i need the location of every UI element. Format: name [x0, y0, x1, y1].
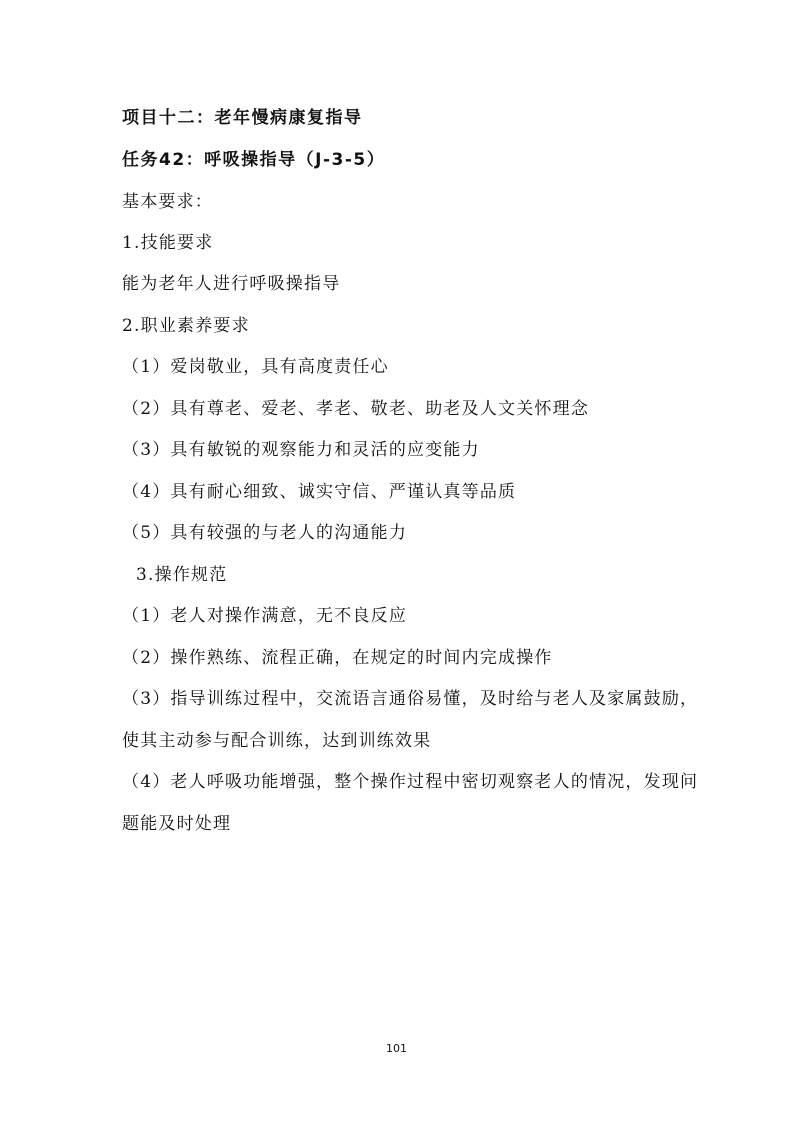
list-item: （1）老人对操作满意，无不良反应 [122, 606, 408, 626]
list-item-continuation: 使其主动参与配合训练，达到训练效果 [122, 731, 432, 751]
skill-requirements-text: 能为老年人进行呼吸操指导 [122, 274, 341, 294]
list-item: （2）具有尊老、爱老、孝老、敬老、助老及人文关怀理念 [122, 399, 590, 419]
task-title: 任务42：呼吸操指导（J-3-5） [122, 150, 386, 170]
professional-requirements-heading: 2.职业素养要求 [122, 316, 250, 336]
list-item: （4）具有耐心细致、诚实守信、严谨认真等品质 [122, 482, 517, 502]
skill-requirements-heading: 1.技能要求 [122, 233, 214, 253]
list-item: （2）操作熟练、流程正确，在规定的时间内完成操作 [122, 648, 553, 668]
list-item-continuation: 题能及时处理 [122, 814, 232, 834]
page-number: 101 [386, 1042, 407, 1055]
operation-standards-heading: 3.操作规范 [136, 565, 228, 585]
project-title: 项目十二：老年慢病康复指导 [122, 108, 363, 128]
list-item: （4）老人呼吸功能增强，整个操作过程中密切观察老人的情况，发现问 [122, 772, 699, 792]
basic-requirements-label: 基本要求： [122, 192, 213, 212]
list-item: （3）指导训练过程中，交流语言通俗易懂，及时给与老人及家属鼓励， [122, 689, 699, 709]
list-item: （5）具有较强的与老人的沟通能力 [122, 523, 408, 543]
list-item: （3）具有敏锐的观察能力和灵活的应变能力 [122, 440, 480, 460]
list-item: （1）爱岗敬业，具有高度责任心 [122, 357, 389, 377]
